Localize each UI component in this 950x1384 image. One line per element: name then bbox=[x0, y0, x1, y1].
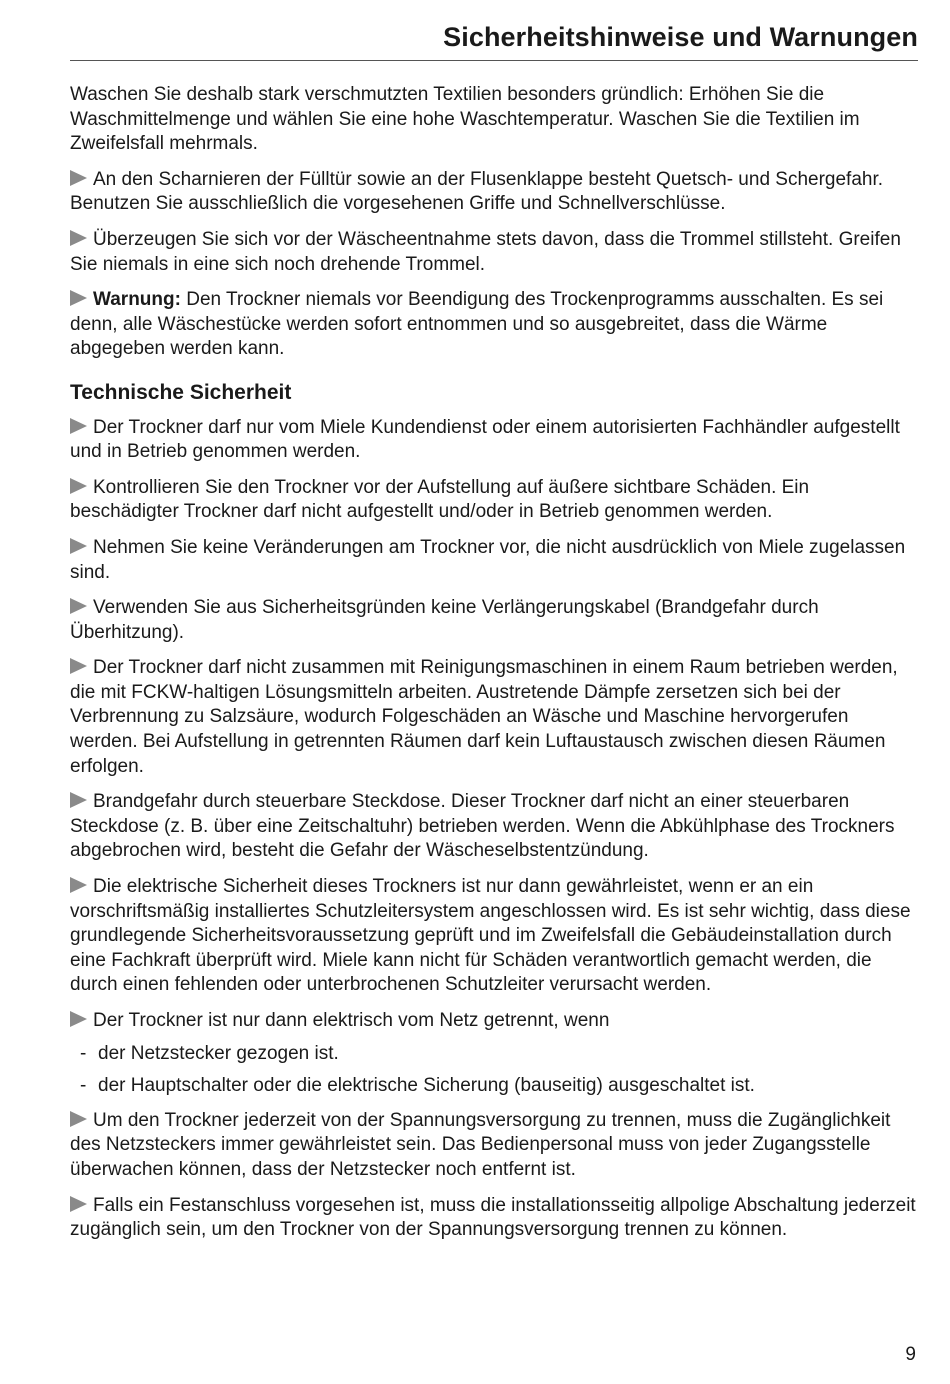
bullet-text: Falls ein Festanschluss vorgesehen ist, muss die installationsseitig allpolige Abschaltung jederzeit zugänglich sein, um den Trockner von der Spannungsversorgung trennen zu können. bbox=[70, 1194, 916, 1241]
triangle-arrow-icon bbox=[70, 1011, 87, 1027]
bullet-text: Brandgefahr durch steuerbare Steckdose. Dieser Trockner darf nicht an einer steuerbaren Steckdose (z. B. über eine Zeitschaltuhr) betrieben werden. Wenn die Abkühlphase des Trockners abgebrochen wird, besteht die Gefahr der Wäscheselbstentzündung. bbox=[70, 791, 895, 862]
bullet-paragraph bbox=[70, 596, 916, 645]
section-heading: Technische Sicherheit bbox=[70, 380, 292, 404]
bullet-paragraph bbox=[70, 168, 916, 217]
intro-paragraph: Waschen Sie deshalb stark verschmutzten Textilien besonders gründlich: Erhöhen Sie die Waschmittelmenge und wählen Sie eine hohe Waschtemperatur. Waschen Sie die Textilien im Zweifelsfall mehrmals. bbox=[70, 84, 860, 155]
bullet-text: Verwenden Sie aus Sicherheitsgründen keine Verlängerungskabel (Brandgefahr durch Überhitzung). bbox=[70, 597, 819, 643]
bullet-text: Nehmen Sie keine Veränderungen am Trockner vor, die nicht ausdrücklich von Miele zugelassen sind. bbox=[70, 536, 906, 583]
triangle-arrow-icon bbox=[70, 877, 87, 893]
bullet-paragraph bbox=[70, 790, 916, 864]
warning-label: Warnung: bbox=[93, 289, 181, 311]
bullet-text: Die elektrische Sicherheit dieses Trockners ist nur dann gewährleistet, wenn er an ein vorschriftsmäßig installiertes Schutzleitersystem angeschlossen wird. Es ist sehr wichtig, dass diese grundlegende Sicherheitsvoraussetzung geprüft und im Zweifelsfall die Gebäudeinstallation durch eine Fachkraft überprüft wird. Miele kann nicht für Schäden verantwortlich gemacht werden, die durch einen fehlenden oder unterbrochenen Schutzleiter verursacht werden. bbox=[70, 876, 911, 996]
dash-item-text: der Hauptschalter oder die elektrische Sicherung (bauseitig) ausgeschaltet ist. bbox=[98, 1075, 755, 1097]
triangle-arrow-icon bbox=[70, 418, 87, 434]
bullet-paragraph bbox=[70, 536, 916, 585]
bullet-paragraph bbox=[70, 656, 916, 779]
dash-item-text: der Netzstecker gezogen ist. bbox=[98, 1042, 339, 1064]
warning-paragraph bbox=[70, 288, 916, 362]
triangle-arrow-icon bbox=[70, 478, 87, 494]
header-divider bbox=[70, 60, 918, 61]
triangle-arrow-icon bbox=[70, 792, 87, 808]
bullet-paragraph bbox=[70, 1109, 916, 1183]
bullet-text: An den Scharnieren der Fülltür sowie an der Flusenklappe besteht Quetsch- und Schergefahr. Benutzen Sie ausschließlich die vorgesehenen Griffe und Schnellverschlüsse. bbox=[70, 168, 884, 215]
bullet-text: Um den Trockner jederzeit von der Spannungsversorgung zu trennen, muss die Zugänglichkeit des Netzsteckers immer gewährleistet sein. Das Bedienpersonal muss von jeder Zugangsstelle überwachen können, dass der Netzstecker noch entfernt ist. bbox=[70, 1109, 891, 1180]
document-body bbox=[70, 83, 916, 1254]
bullet-text: Der Trockner ist nur dann elektrisch vom Netz getrennt, wenn bbox=[93, 1010, 610, 1031]
dash-list-item bbox=[70, 1074, 916, 1099]
bullet-text: Kontrollieren Sie den Trockner vor der Aufstellung auf äußere sichtbare Schäden. Ein beschädigter Trockner darf nicht aufgestellt und/oder in Betrieb genommen werden. bbox=[70, 476, 810, 523]
bullet-text: Überzeugen Sie sich vor der Wäscheentnahme stets davon, dass die Trommel stillsteht. Greifen Sie niemals in eine sich noch drehende Trommel. bbox=[70, 228, 901, 275]
triangle-arrow-icon bbox=[70, 598, 87, 614]
warning-text: Den Trockner niemals vor Beendigung des Trockenprogramms ausschalten. Es sei denn, alle Wäschestücke werden sofort entnommen und so ausgebreitet, dass die Wärme abgegeben werden kann. bbox=[70, 289, 884, 360]
bullet-text: Der Trockner darf nur vom Miele Kundendienst oder einem autorisierten Fachhändler aufgestellt und in Betrieb genommen werden. bbox=[70, 416, 900, 463]
dash-list-item bbox=[70, 1042, 916, 1067]
triangle-arrow-icon bbox=[70, 290, 87, 306]
bullet-paragraph bbox=[70, 1194, 916, 1243]
bullet-paragraph bbox=[70, 875, 916, 998]
bullet-paragraph bbox=[70, 416, 916, 465]
triangle-arrow-icon bbox=[70, 170, 87, 186]
bullet-paragraph bbox=[70, 228, 916, 277]
page-number: 9 bbox=[905, 1344, 916, 1365]
triangle-arrow-icon bbox=[70, 1196, 87, 1212]
triangle-arrow-icon bbox=[70, 658, 87, 674]
dash-marker: - bbox=[80, 1042, 87, 1064]
triangle-arrow-icon bbox=[70, 230, 87, 246]
bullet-paragraph bbox=[70, 1009, 916, 1034]
triangle-arrow-icon bbox=[70, 1111, 87, 1127]
bullet-paragraph bbox=[70, 476, 916, 525]
page-header-title: Sicherheitshinweise und Warnungen bbox=[443, 22, 918, 52]
bullet-text: Der Trockner darf nicht zusammen mit Reinigungsmaschinen in einem Raum betrieben werden, die mit FCKW-haltigen Lösungsmitteln arbeiten. Austretende Dämpfe zersetzen sich bei der Verbrennung zu Salzsäure, wodurch Folgeschäden an Wäsche und Maschine hervorgerufen werden. Bei Aufstellung in getrennten Räumen darf kein Luftaustausch zwischen diesen Räumen erfolgen. bbox=[70, 657, 898, 777]
dash-marker: - bbox=[80, 1075, 87, 1097]
triangle-arrow-icon bbox=[70, 538, 87, 554]
